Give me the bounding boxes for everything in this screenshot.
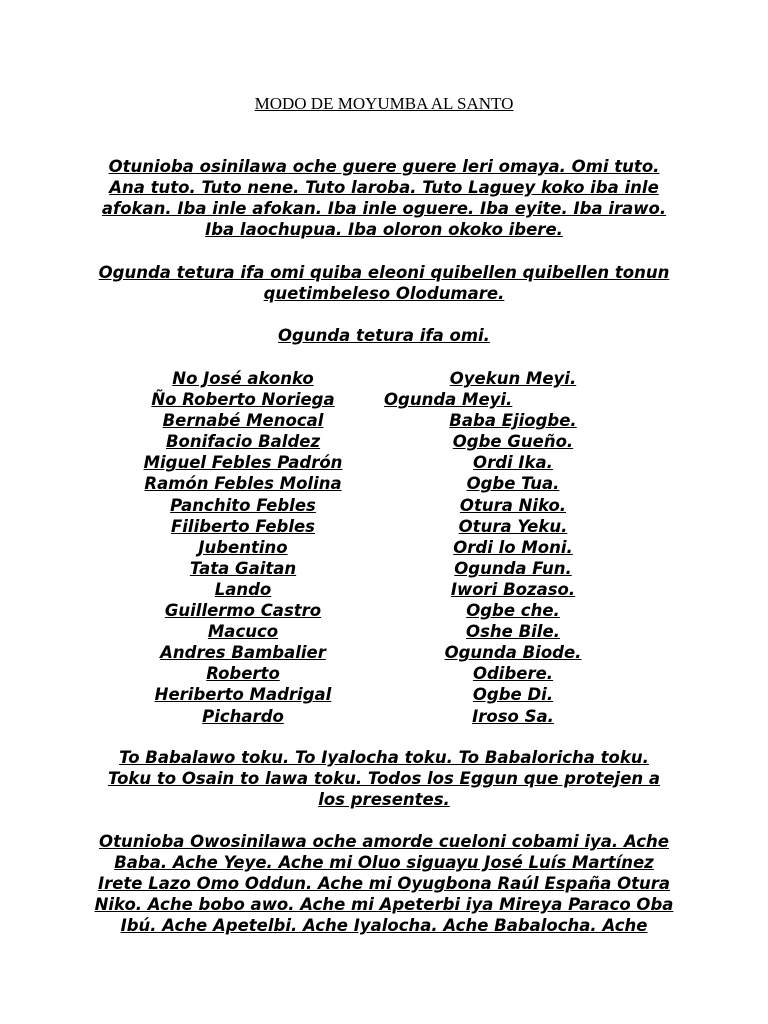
list-item: No José akonko [172,369,314,388]
list-item: Iwori Bozaso. [450,579,576,599]
list-item: Baba Ejiogbe. [449,411,577,431]
list-item: Guillermo Castro [164,601,322,621]
list-item: Macuco [207,622,279,642]
list-item: Panchito Febles [170,495,316,515]
list-item: Otura Niko. [459,495,567,515]
list-item: Iroso Sa. [472,706,554,726]
list-item: Ogbe Di. [472,685,554,705]
list-item: Ogbe che. [466,601,560,621]
names-list-right [380,368,646,727]
list-item: Ordi lo Moni. [453,537,573,557]
list-item: Odibere. [472,664,554,684]
list-item: Otura Yeku. [458,516,568,536]
list-item: Bernabé Menocal [162,411,324,431]
list-item: Bonifacio Baldez [165,432,321,452]
list-item: Ramón Febles Molina [144,474,342,494]
paragraph-ogunda-tetura: Ogunda tetura ifa omi quiba eleoni quibellen quibellen tonun quetimbeleso Olodumare. [98,263,670,303]
paragraph-to-babalawo: To Babalawo toku. To Iyalocha toku. To Babaloricha toku. Toku to Osain to lawa toku. Todos los Eggun que protejen a los presentes. [107,748,661,809]
list-item: Roberto [206,664,280,684]
document-title: MODO DE MOYUMBA AL SANTO [254,94,514,113]
list-item: Heriberto Madrigal [154,685,332,705]
list-item: Ogbe Gueño. [452,432,574,452]
list-item: Tata Gaitan [189,558,297,578]
list-item: Oshe Bile. [466,622,560,642]
names-list-left [110,368,376,727]
list-item: Pichardo [202,706,284,726]
list-item: Ogunda Fun. [454,558,572,578]
list-item: Ogunda Meyi. [384,390,513,410]
list-item: Ogbe Tua. [466,474,560,494]
list-item: Jubentino [198,537,288,557]
list-item: Andres Bambalier [160,643,326,663]
list-item: Ño Roberto Noriega [151,390,335,410]
list-item: Filiberto Febles [170,516,315,536]
paragraph-otunioba-owosinilawa: Otunioba Owosinilawa oche amorde cueloni cobami iya. Ache Baba. Ache Yeye. Ache mi Oluo siguayu José Luís Martínez Irete Lazo Omo Oddun. Ache mi Oyugbona Raúl España Otura Niko. Ache bobo awo. Ache mi Apeterbi iya Mireya Paraco Oba Ibú. Ache Apetelbi. Ache Iyalocha. Ache Babalocha. Ache [94,832,674,935]
list-item: Miguel Febles Padrón [143,453,343,473]
list-item: Ordi Ika. [473,453,553,473]
list-item: Ogunda Biode. [444,643,582,663]
list-item: Oyekun Meyi. [449,369,577,388]
paragraph-invocation: Otunioba osinilawa oche guere guere leri omaya. Omi tuto. Ana tuto. Tuto nene. Tuto laroba. Tuto Laguey koko iba inle afokan. Iba inle afokan. Iba inle oguere. Iba eyite. Iba irawo. Iba laochupua. Iba oloron okoko ibere. [101,157,667,239]
list-item: Lando [214,579,272,599]
paragraph-ogunda-short: Ogunda tetura ifa omi. [278,326,490,345]
